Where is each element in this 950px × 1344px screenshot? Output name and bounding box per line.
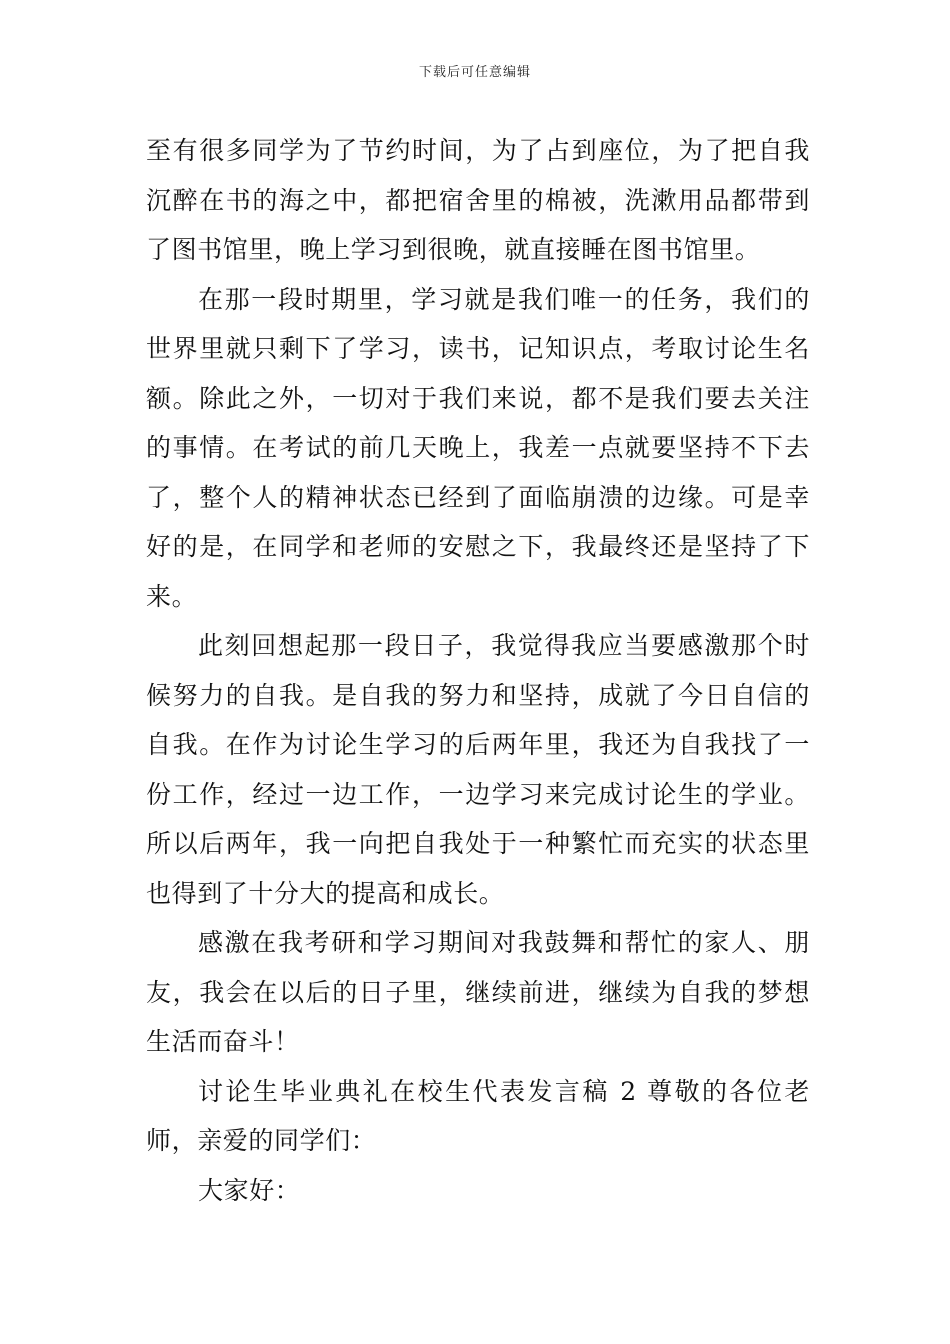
paragraph-2: 在那一段时期里，学习就是我们唯一的任务，我们的世界里就只剩下了学习，读书，记知识点，考取讨论生名额。除此之外，一切对于我们来说，都不是我们要去关注的事情。在考试的前几天晚上，我差一点就要坚持不下去了，整个人的精神状态已经到了面临崩溃的边缘。可是幸好的是，在同学和老师的安慰之下，我最终还是坚持了下来。	[146, 284, 810, 611]
paragraph-4: 感激在我考研和学习期间对我鼓舞和帮忙的家人、朋友，我会在以后的日子里，继续前进，继续为自我的梦想生活而奋斗！	[146, 928, 810, 1056]
page-header: 下载后可任意编辑	[418, 65, 531, 80]
paragraph-1: 至有很多同学为了节约时间，为了占到座位，为了把自我沉醉在书的海之中，都把宿舍里的棉被，洗漱用品都带到了图书馆里，晚上学习到很晚，就直接睡在图书馆里。	[146, 136, 810, 264]
paragraph-6: 大家好：	[198, 1175, 301, 1205]
paragraph-5: 讨论生毕业典礼在校生代表发言稿 2 尊敬的各位老师，亲爱的同学们：	[146, 1076, 810, 1155]
document-body	[146, 126, 810, 1215]
paragraph-3: 此刻回想起那一段日子，我觉得我应当要感激那个时候努力的自我。是自我的努力和坚持，成就了今日自信的自我。在作为讨论生学习的后两年里，我还为自我找了一份工作，经过一边工作，一边学习来完成讨论生的学业。所以后两年，我一向把自我处于一种繁忙而充实的状态里也得到了十分大的提高和成长。	[146, 631, 810, 908]
